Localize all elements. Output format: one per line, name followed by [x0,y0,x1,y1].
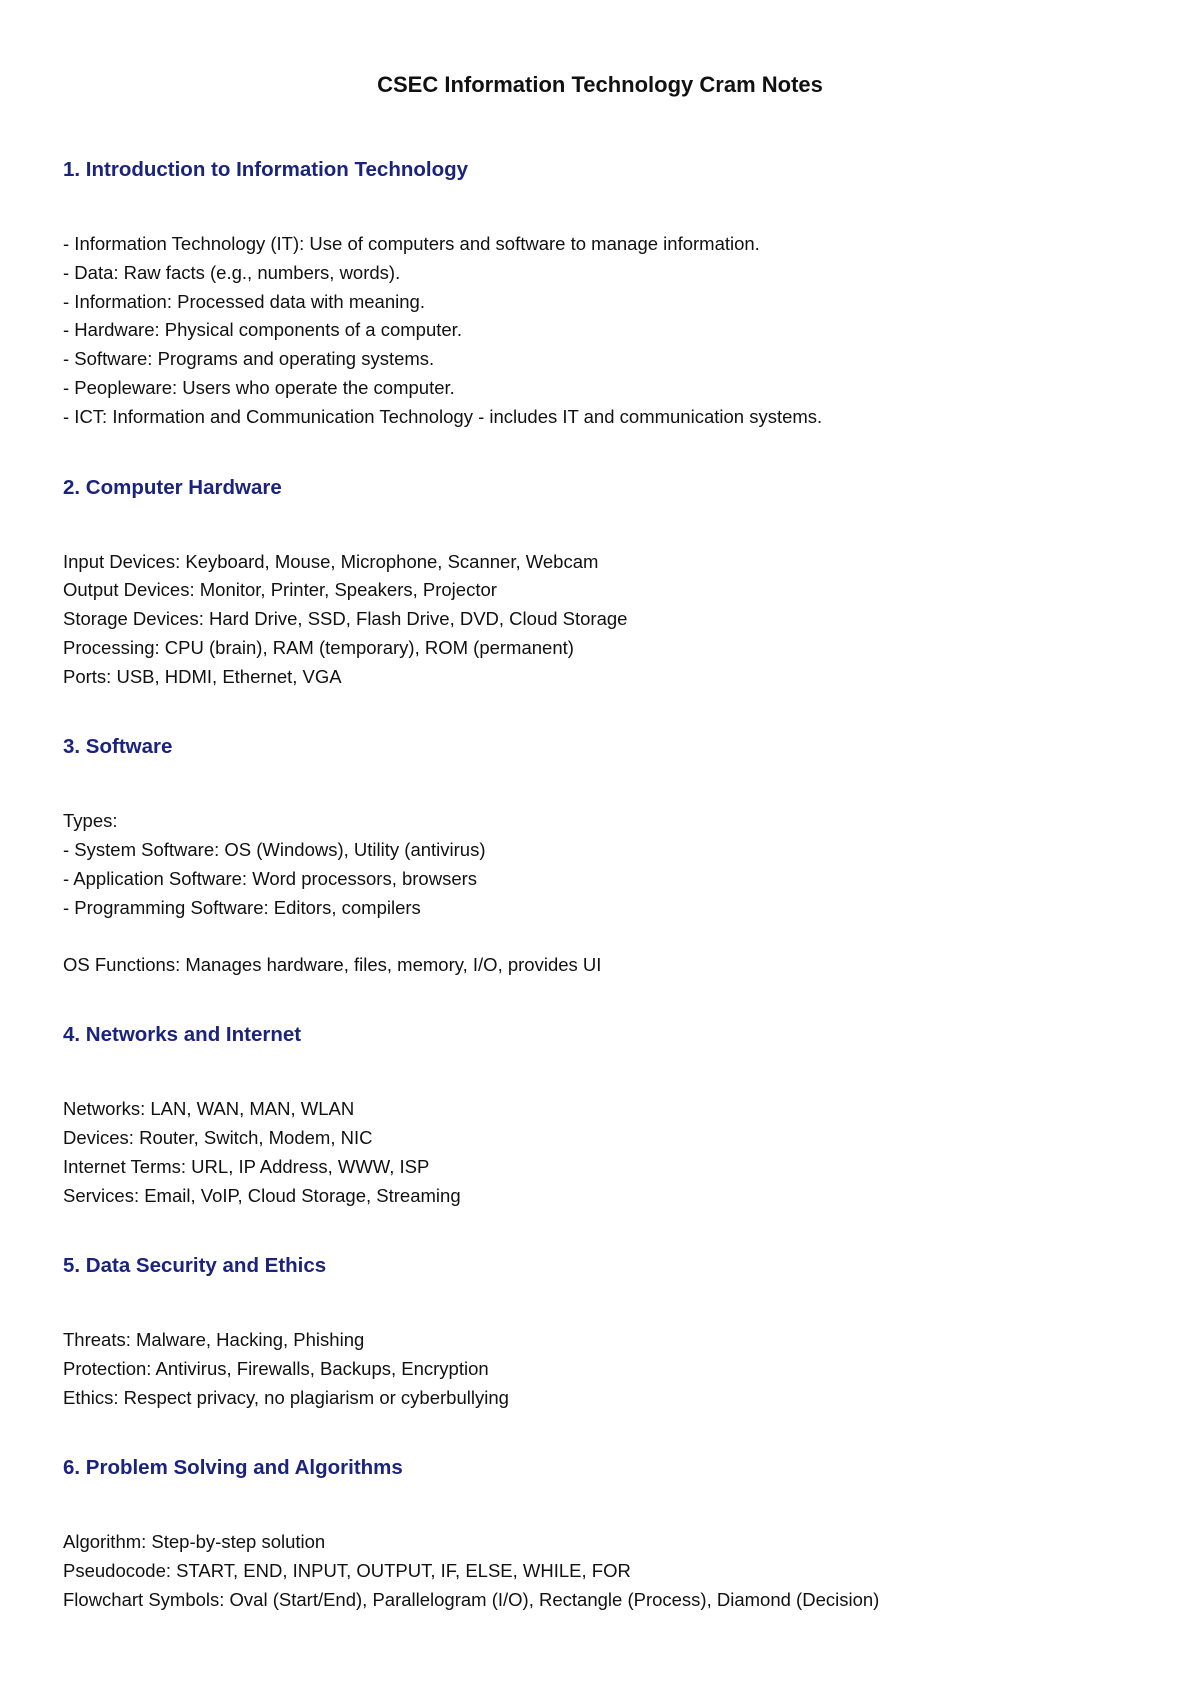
section-1-line: - ICT: Information and Communication Technology - includes IT and communication systems. [63,406,823,427]
section-heading-security: 5. Data Security and Ethics [63,1254,327,1277]
section-3-line: - Programming Software: Editors, compilers [63,897,421,918]
section-heading-software: 3. Software [63,735,173,758]
section-3-line: Types: [63,810,118,831]
document-title: CSEC Information Technology Cram Notes [377,72,823,97]
section-1-line: - Information: Processed data with meaning. [63,291,425,312]
section-4-line: Services: Email, VoIP, Cloud Storage, Streaming [63,1185,461,1206]
section-3-line: OS Functions: Manages hardware, files, memory, I/O, provides UI [63,954,602,975]
section-6-line: Pseudocode: START, END, INPUT, OUTPUT, IF, ELSE, WHILE, FOR [63,1560,631,1581]
section-4-line: Devices: Router, Switch, Modem, NIC [63,1127,373,1148]
section-1-line: - Data: Raw facts (e.g., numbers, words). [63,262,401,283]
section-1-line: - Peopleware: Users who operate the computer. [63,377,455,398]
section-1-line: - Hardware: Physical components of a computer. [63,319,462,340]
section-2-line: Input Devices: Keyboard, Mouse, Microphone, Scanner, Webcam [63,551,599,572]
section-4-line: Networks: LAN, WAN, MAN, WLAN [63,1098,355,1119]
section-3-line: - Application Software: Word processors, browsers [63,868,478,889]
section-heading-hardware: 2. Computer Hardware [63,476,282,499]
section-2-line: Output Devices: Monitor, Printer, Speakers, Projector [63,579,497,600]
section-1-line: - Information Technology (IT): Use of computers and software to manage information. [63,233,760,254]
section-2-line: Ports: USB, HDMI, Ethernet, VGA [63,666,342,687]
section-heading-introduction: 1. Introduction to Information Technology [63,158,469,181]
section-heading-algorithms: 6. Problem Solving and Algorithms [63,1456,403,1479]
section-5-line: Ethics: Respect privacy, no plagiarism or cyberbullying [63,1387,509,1408]
section-4-line: Internet Terms: URL, IP Address, WWW, ISP [63,1156,430,1177]
section-1-line: - Software: Programs and operating systems. [63,348,435,369]
section-2-line: Storage Devices: Hard Drive, SSD, Flash Drive, DVD, Cloud Storage [63,608,628,629]
section-heading-networks: 4. Networks and Internet [63,1023,302,1046]
section-2-line: Processing: CPU (brain), RAM (temporary), ROM (permanent) [63,637,574,658]
section-6-line: Flowchart Symbols: Oval (Start/End), Parallelogram (I/O), Rectangle (Process), Diamond (Decision) [63,1589,880,1610]
section-6-line: Algorithm: Step-by-step solution [63,1531,326,1552]
section-3-line: - System Software: OS (Windows), Utility (antivirus) [63,839,486,860]
section-5-line: Protection: Antivirus, Firewalls, Backups, Encryption [63,1358,489,1379]
section-5-line: Threats: Malware, Hacking, Phishing [63,1329,365,1350]
